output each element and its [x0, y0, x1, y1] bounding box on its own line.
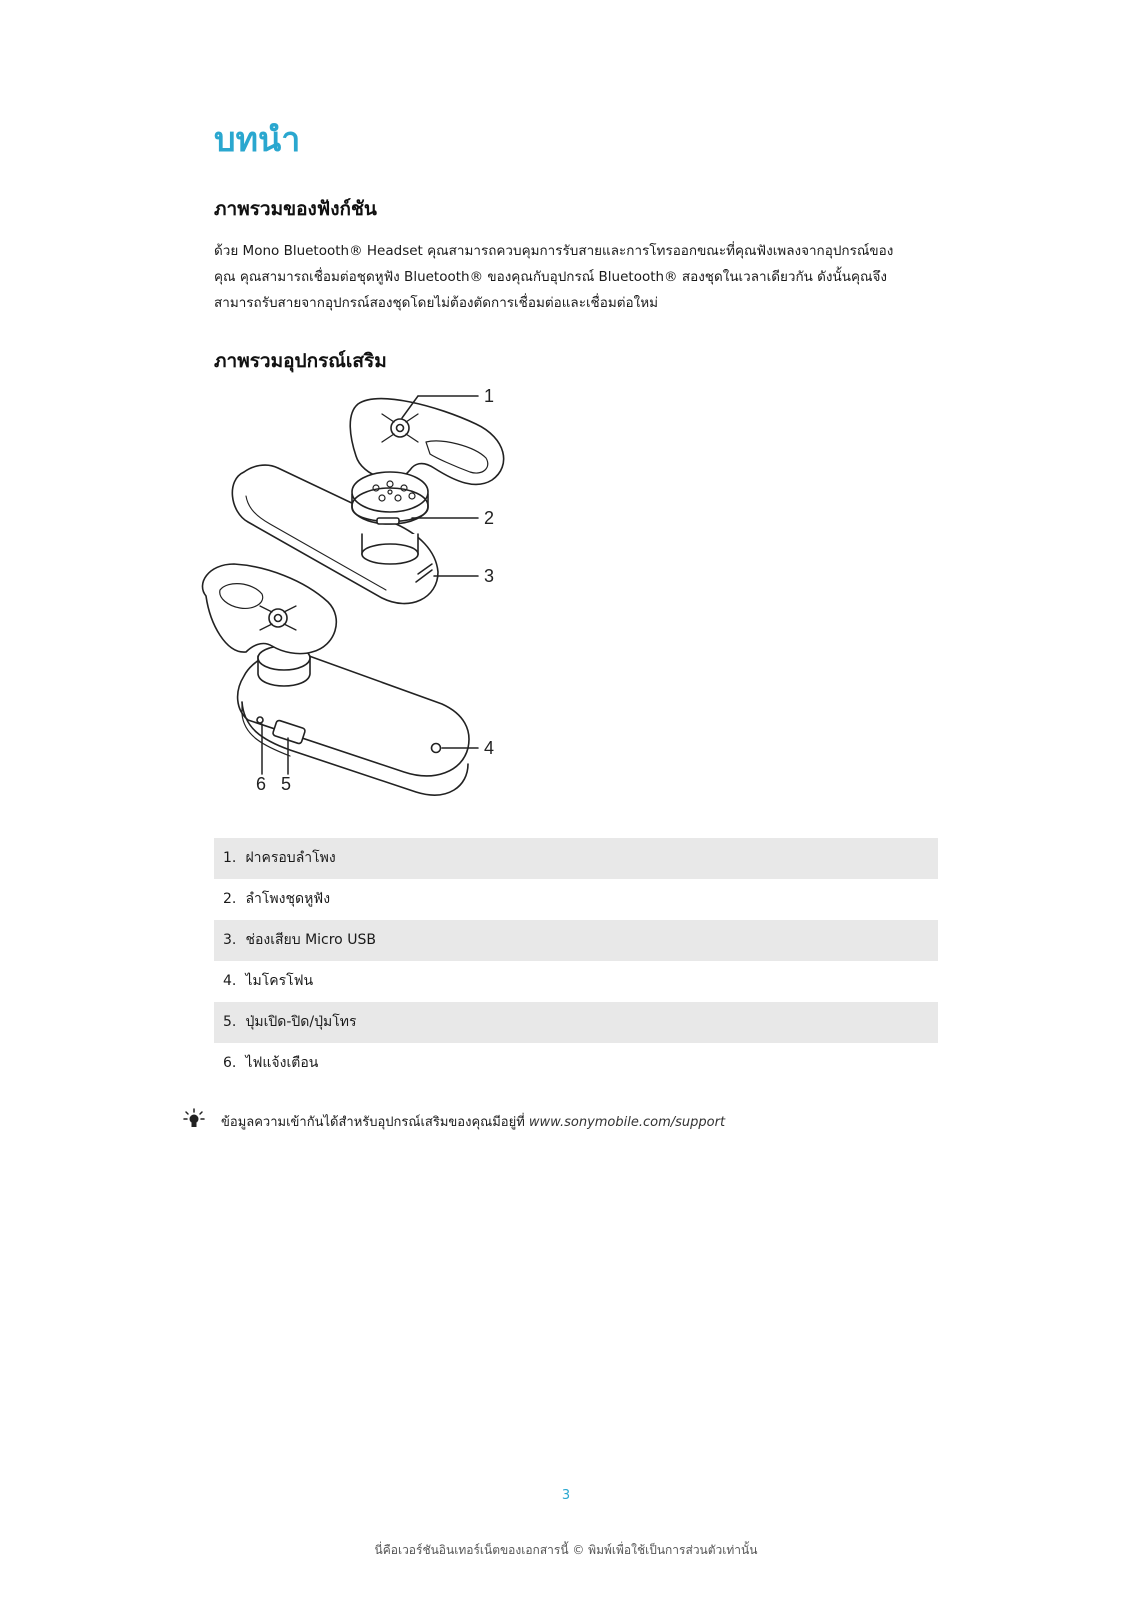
- upper-ear-cover: [350, 399, 503, 485]
- item-number: 6.: [223, 1055, 237, 1071]
- tip-sentence: ข้อมูลความเข้ากันได้สำหรับอุปกรณ์เสริมของคุณมีอยู่ที่: [221, 1115, 529, 1130]
- item-label: ฝาครอบลำโพง: [245, 850, 336, 866]
- item-number: 4.: [223, 973, 237, 989]
- paragraph-line: สามารถรับสายจากอุปกรณ์สองชุดโดยไม่ต้องตัดการเชื่อมต่อและเชื่อมต่อใหม่: [214, 295, 658, 311]
- callout-1: 1: [484, 386, 495, 406]
- item-label: ปุ่มเปิด-ปิด/ปุ่มโทร: [245, 1014, 357, 1030]
- item-number: 5.: [223, 1014, 237, 1030]
- list-item: [214, 920, 938, 961]
- support-link[interactable]: www.sonymobile.com/support: [528, 1115, 726, 1130]
- list-item: [214, 961, 938, 1002]
- item-label: ช่องเสียบ Micro USB: [245, 932, 376, 948]
- callout-2: 2: [484, 508, 495, 528]
- callout-6: 6: [256, 774, 267, 794]
- section-heading-functions: ภาพรวมของฟังก์ชัน: [214, 198, 377, 220]
- page-title: บทนำ: [214, 120, 301, 160]
- headset-speaker: [352, 472, 428, 524]
- section-heading-accessory: ภาพรวมอุปกรณ์เสริม: [214, 350, 387, 372]
- list-item: [214, 1043, 938, 1084]
- item-number: 1.: [223, 850, 237, 866]
- paragraph-line: ด้วย Mono Bluetooth® Headset คุณสามารถควบคุมการรับสายและการโทรออกขณะที่คุณฟังเพลงจากอุปกรณ์ของ: [214, 243, 894, 259]
- item-label: ไฟแจ้งเตือน: [245, 1055, 319, 1071]
- item-number: 2.: [223, 891, 237, 907]
- list-item: [214, 1002, 938, 1043]
- lightbulb-icon: [183, 1108, 205, 1130]
- paragraph-line: คุณ คุณสามารถเชื่อมต่อชุดหูฟัง Bluetooth® ของคุณกับอุปกรณ์ Bluetooth® สองชุดในเวลาเดียวกัน ดังนั้นคุณจึง: [214, 269, 888, 285]
- item-label: ไมโครโฟน: [245, 973, 314, 989]
- list-item: [214, 879, 938, 920]
- lower-ear-cover: [202, 564, 336, 654]
- parts-list: [214, 838, 938, 1084]
- functions-paragraph: [214, 238, 944, 316]
- tip-text: [221, 1111, 725, 1132]
- page-number: 3: [561, 1488, 571, 1503]
- footer-note: นี่คือเวอร์ชันอินเทอร์เน็ตของเอกสารนี้ © พิมพ์เพื่อใช้เป็นการส่วนตัวเท่านั้น: [374, 1543, 758, 1557]
- callout-3: 3: [484, 566, 495, 586]
- item-number: 3.: [223, 932, 237, 948]
- tip-note: [183, 1108, 943, 1132]
- callout-5: 5: [281, 774, 292, 794]
- item-label: ลำโพงชุดหูฟัง: [245, 891, 331, 907]
- list-item: [214, 838, 938, 879]
- headset-diagram: [186, 384, 526, 816]
- callout-4: 4: [484, 738, 495, 758]
